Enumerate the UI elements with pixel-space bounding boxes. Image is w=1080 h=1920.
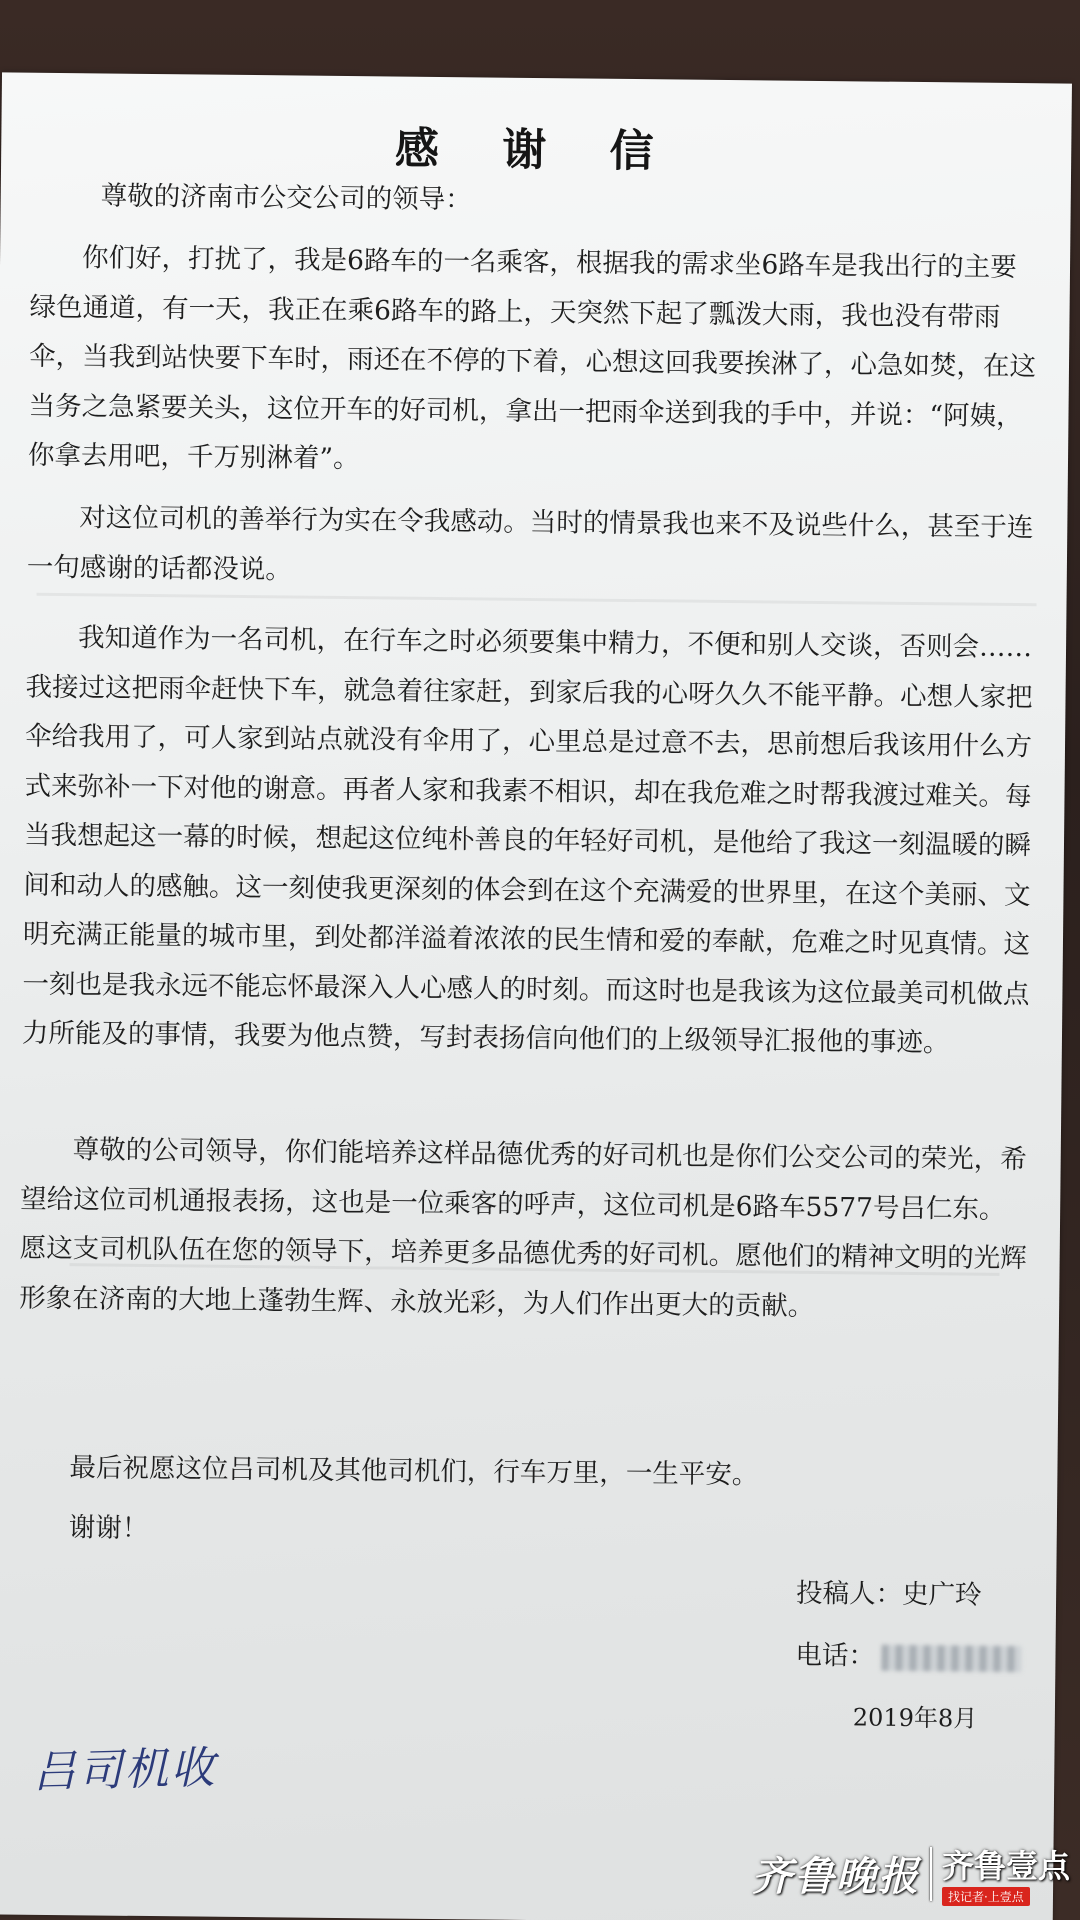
author-line: 投稿人：史广玲 — [795, 1577, 982, 1611]
letter-paper — [0, 72, 1072, 1920]
paragraph-4: 尊敬的公司领导，你们能培养这样品德优秀的好司机也是你们公交公司的荣光，希望给这位司机通报表扬，这也是一位乘客的呼声，这位司机是6路车5577号吕仁东。愿这支司机队伍在您的领导下，培养更多品德优秀的好司机。愿他们的精神文明的光辉形象在济南的大地上蓬勃生辉、永放光彩，为人们作出更大的贡献。 — [19, 1134, 1027, 1322]
paragraph-2: 对这位司机的善举行为实在令我感动。当时的情景我也来不及说些什么，甚至于连一句感谢的话都没说。 — [26, 502, 1034, 585]
paragraph-3: 我知道作为一名司机，在行车之时必须要集中精力，不便和别人交谈，否则会……我接过这把雨伞赶快下车，就急着往家赶，到家后我的心呀久久不能平静。心想人家把伞给我用了，可人家到站点就没有伞用了，心里总是过意不去，思前想后我该用什么方式来弥补一下对他的谢意。再者人家和我素不相识，却在我危难之时帮我渡过难关。每当我想起这一幕的时候，想起这位纯朴善良的年轻好司机，是他给了我这一刻温暖的瞬间和动人的感触。这一刻使我更深刻的体会到在这个充满爱的世界里，在这个美丽、文明充满正能量的城市里，到处都洋溢着浓浓的民生情和爱的奉献，危难之时见真情。这一刻也是我永远不能忘怀最深入人心感人的时刻。而这时也是我该为这位最美司机做点力所能及的事情，我要为他点赞，写封表扬信向他们的上级领导汇报他的事迹。 — [21, 622, 1033, 1059]
brand-slogan: 找记者·上壹点 — [942, 1887, 1030, 1906]
paragraph-1: 你们好，打扰了，我是6路车的一名乘客，根据我的需求坐6路车是我出行的主要绿色通道，有一天，我正在乘6路车的路上，天突然下起了瓢泼大雨，我也没有带雨伞，当我到站快要下车时，雨还在不停的下着，心想这回我要挨淋了，心急如焚，在这当务之急紧要关头，这位开车的好司机，拿出一把雨伞送到我的手中，并说：“阿姨，你拿去用吧，千万别淋着”。 — [27, 242, 1037, 475]
brand-block — [942, 1841, 1070, 1906]
blurred-phone-number — [881, 1645, 1021, 1672]
salutation: 尊敬的济南市公交公司的领导： — [100, 180, 472, 216]
paragraph-6: 谢谢！ — [68, 1512, 149, 1545]
letter-date: 2019年8月 — [852, 1703, 978, 1733]
logo-divider — [930, 1847, 932, 1901]
brand-logo: 齐鲁壹点 — [941, 1847, 1070, 1885]
phone-line — [795, 1633, 1021, 1674]
handwritten-note: 吕司机收 — [31, 1742, 218, 1799]
letter-title: 感 谢 信 — [394, 123, 678, 178]
watermark-logo — [752, 1841, 1070, 1906]
newspaper-logo: 齐鲁晚报 — [751, 1853, 920, 1900]
phone-label: 电话： — [795, 1639, 876, 1672]
paragraph-5: 最后祝愿这位吕司机及其他司机们，行车万里，一生平安。 — [69, 1452, 759, 1491]
